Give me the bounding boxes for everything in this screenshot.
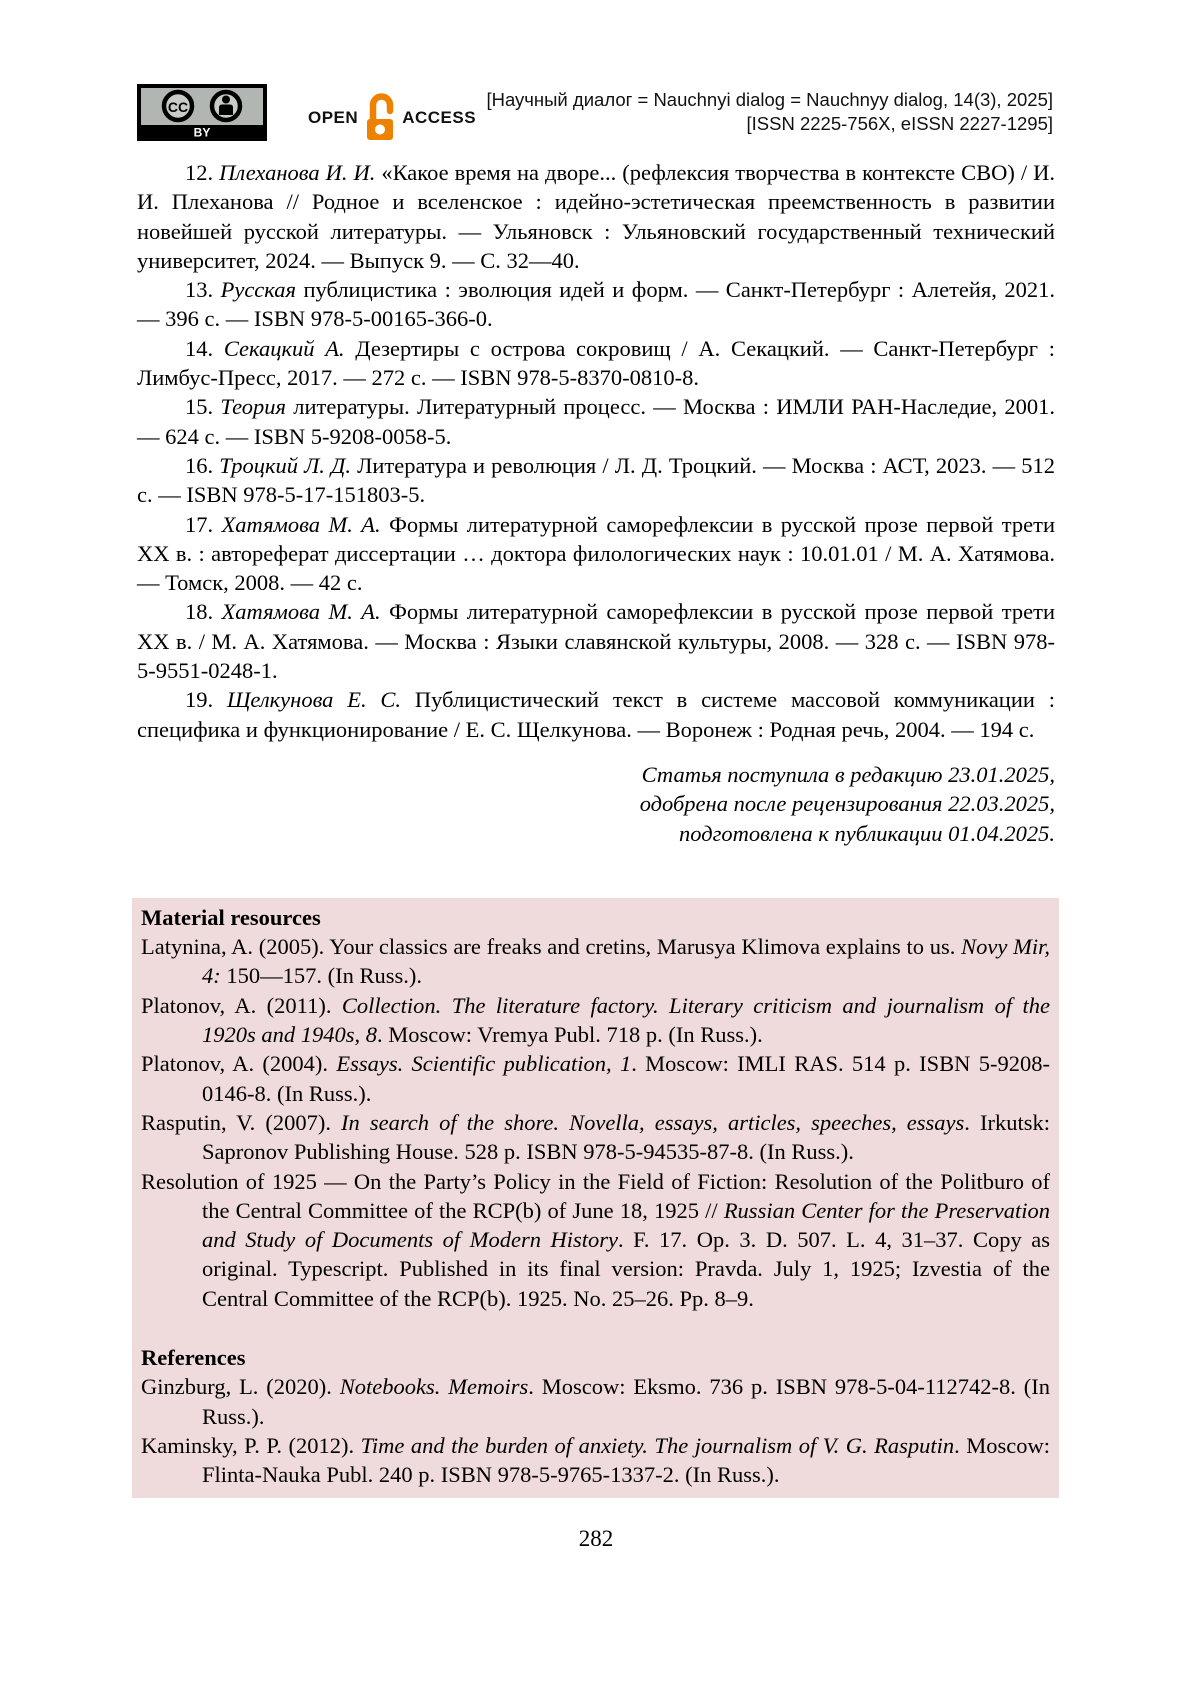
- bibliography-entry: 14. Секацкий А. Дезертиры с острова сокровищ / А. Секацкий. — Санкт-Петербург : Лимбус-Пресс, 2017. — 272 с. — ISBN 978-5-8370-0810-8.: [137, 335, 1055, 391]
- material-resources-heading: Material resources: [141, 904, 321, 930]
- open-lock-icon: [362, 92, 398, 144]
- open-access-access-label: ACCESS: [402, 108, 477, 127]
- open-access-logo: [308, 92, 476, 144]
- bibliography-entry: 16. Троцкий Л. Д. Литература и революция / Л. Д. Троцкий. — Москва : АСТ, 2023. — 512 с. — ISBN 978-5-17-151803-5.: [137, 452, 1055, 508]
- journal-title-line: [Научный диалог = Nauchnyi dialog = Nauchnyy dialog, 14(3), 2025]: [486, 89, 1053, 110]
- material-resources-list: [141, 932, 1050, 1313]
- references-list: [141, 1372, 1050, 1489]
- open-access-open-label: OPEN: [308, 108, 359, 127]
- references-heading: References: [141, 1344, 246, 1370]
- material-resource-entry: Latynina, A. (2005). Your classics are freaks and cretins, Marusya Klimova explains to us. Novy Mir, 4: 150—157. (In Russ.).: [141, 934, 1050, 989]
- bibliography-entry: 18. Хатямова М. А. Формы литературной саморефлексии в русской прозе первой трети XX в. / М. А. Хатямова. — Москва : Языки славянской культуры, 2008. — 328 с. — ISBN 978-5-9551-0248-1.: [137, 599, 1055, 684]
- article-body: [137, 158, 1055, 1552]
- svg-text:CC: CC: [167, 99, 189, 115]
- submission-dates: [137, 760, 1055, 848]
- received-date-line: Статья поступила в редакцию 23.01.2025,: [641, 761, 1055, 787]
- material-resource-entry: Resolution of 1925 — On the Party’s Policy in the Field of Fiction: Resolution of the Politburo of the Central Committee of the RCP(b) of June 18, 1925 // Russian Center for the Preservation and Study of Documents of Modern History. F. 17. Op. 3. D. 507. L. 4, 31–37. Copy as original. Typescript. Published in its final version: Pravda. July 1, 1925; Izvestia of the Central Committee of the RCP(b). 1925. No. 25–26. Pp. 8–9.: [141, 1168, 1050, 1311]
- references-highlight-block: [132, 898, 1059, 1499]
- page-header: [0, 0, 1200, 150]
- page-number: 282: [578, 1526, 614, 1552]
- journal-info: [486, 88, 1053, 136]
- journal-issn-line: [ISSN 2225-756X, eISSN 2227-1295]: [746, 113, 1053, 134]
- reference-entry: Ginzburg, L. (2020). Notebooks. Memoirs. Moscow: Eksmo. 736 p. ISBN 978-5-04-112742-8. (In Russ.).: [141, 1374, 1050, 1429]
- bibliography-entry: 13. Русская публицистика : эволюция идей и форм. — Санкт-Петербург : Алетейя, 2021. — 396 с. — ISBN 978-5-00165-366-0.: [137, 277, 1055, 332]
- cc-by-icon: [137, 84, 267, 141]
- russian-bibliography: [137, 158, 1055, 744]
- approved-date-line: одобрена после рецензирования 22.03.2025,: [639, 791, 1055, 817]
- cc-by-license-badge: [137, 84, 267, 146]
- material-resource-entry: Platonov, A. (2011). Collection. The literature factory. Literary criticism and journalism of the 1920s and 1940s, 8. Moscow: Vremya Publ. 718 p. (In Russ.).: [141, 992, 1051, 1048]
- bibliography-entry: 15. Теория литературы. Литературный процесс. — Москва : ИМЛИ РАН-Наследие, 2001. — 624 с. — ISBN 5-9208-0058-5.: [137, 394, 1055, 449]
- material-resource-entry: Platonov, A. (2004). Essays. Scientific publication, 1. Moscow: IMLI RAS. 514 p. ISBN 5-9208-0146-8. (In Russ.).: [141, 1051, 1050, 1106]
- bibliography-entry: 17. Хатямова М. А. Формы литературной саморефлексии в русской прозе первой трети XX в. : автореферат диссертации … доктора филологических наук : 10.01.01 / М. А. Хатямова. — Томск, 2008. — 42 с.: [137, 511, 1055, 596]
- material-resource-entry: Rasputin, V. (2007). In search of the shore. Novella, essays, articles, speeches, essays. Irkutsk: Sapronov Publishing House. 528 p. ISBN 978-5-94535-87-8. (In Russ.).: [141, 1109, 1050, 1165]
- bibliography-entry: 19. Щелкунова Е. С. Публицистический текст в системе массовой коммуникации : специфика и функционирование / Е. С. Щелкунова. — Воронеж : Родная речь, 2004. — 194 с.: [137, 687, 1055, 742]
- reference-entry: Kaminsky, P. P. (2012). Time and the burden of anxiety. The journalism of V. G. Rasputin. Moscow: Flinta-Nauka Publ. 240 p. ISBN 978-5-9765-1337-2. (In Russ.).: [141, 1432, 1050, 1488]
- published-date-line: подготовлена к публикации 01.04.2025.: [679, 820, 1055, 846]
- bibliography-entry: 12. Плеханова И. И. «Какое время на дворе... (рефлексия творчества в контексте СВО) / И. И. Плеханова // Родное и вселенское : идейно-эстетическая преемственность в развитии новейшей русской литературы. — Ульяновск : Ульяновский государственный технический университет, 2024. — Выпуск 9. — С. 32—40.: [137, 160, 1055, 273]
- svg-text:BY: BY: [193, 125, 211, 140]
